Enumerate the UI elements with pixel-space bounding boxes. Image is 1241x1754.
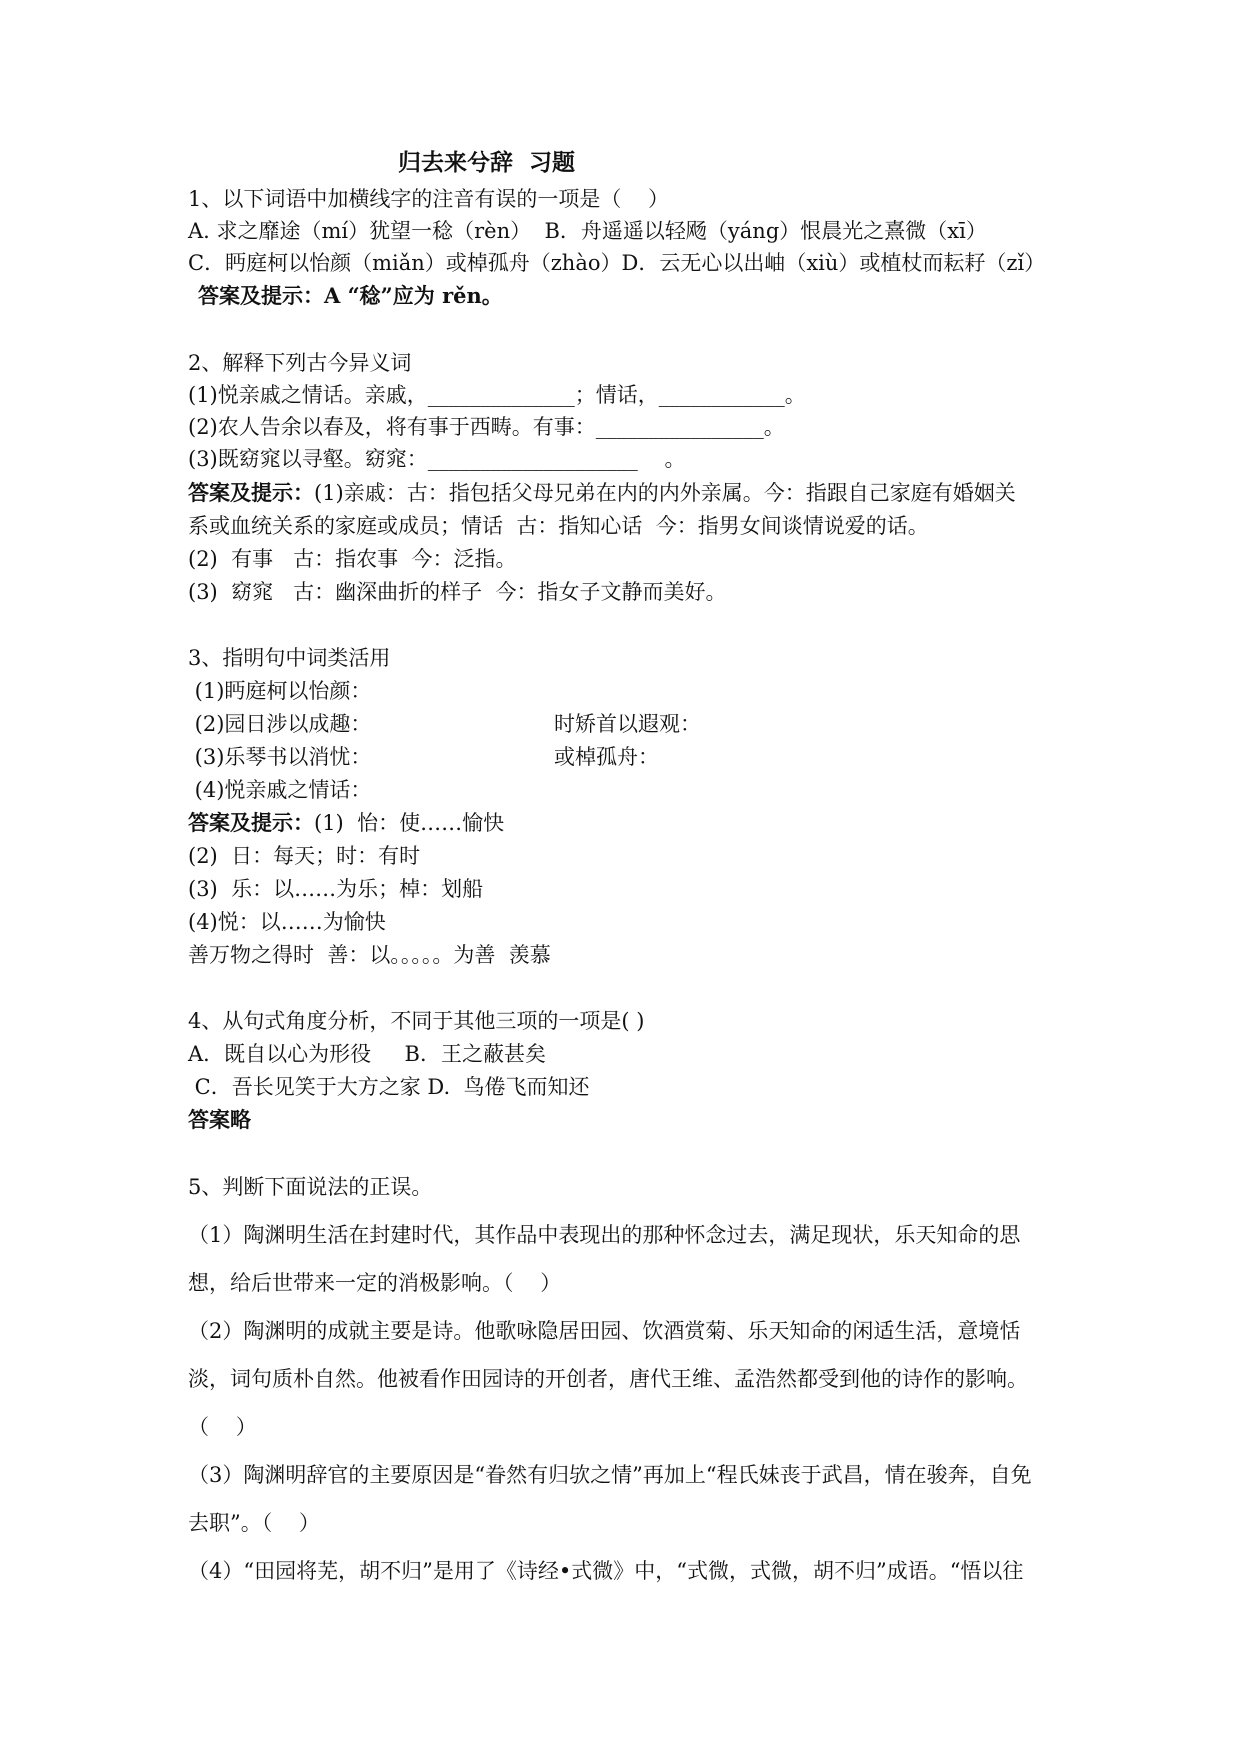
q3-answer-text-1: (1) 怡：使……愉快 bbox=[314, 811, 505, 835]
q3-answer-line-3: (3) 乐：以……为乐；棹：划船 bbox=[188, 877, 484, 901]
q5-statement-2-line-3: （ ） bbox=[188, 1415, 257, 1439]
q5-statement-3-line-2: 去职”。（ ） bbox=[188, 1511, 320, 1535]
q5-statement-2-line-2: 淡，词句质朴自然。他被看作田园诗的开创者，唐代王维、孟浩然都受到他的诗作的影响。 bbox=[188, 1367, 1028, 1391]
q1-answer: 答案及提示：A “稔”应为 rěn。 bbox=[198, 283, 503, 308]
document-title: 归去来兮辞 习题 bbox=[398, 149, 576, 176]
q2-question: 2、解释下列古今异义词 bbox=[188, 351, 412, 375]
q3-question: 3、指明句中词类活用 bbox=[188, 646, 391, 670]
q3-answer-label: 答案及提示： bbox=[188, 810, 314, 835]
q5-statement-2-line-1: （2）陶渊明的成就主要是诗。他歌咏隐居田园、饮酒赏菊、乐天知命的闲适生活，意境恬 bbox=[188, 1319, 1021, 1343]
q2-answer-label: 答案及提示： bbox=[188, 480, 314, 505]
q2-item-1: (1)悦亲戚之情话。亲戚，______________；情话，____________。 bbox=[188, 383, 806, 407]
q1-options-cd: C．眄庭柯以怡颜（miǎn）或棹孤舟（zhào）D．云无心以出岫（xiù）或植杖而耘耔（zǐ） bbox=[188, 251, 1046, 275]
q3-item-3a: (3)乐琴书以消忧： bbox=[188, 745, 372, 769]
q5-statement-3-line-1: （3）陶渊明辞官的主要原因是“眷然有归欤之情”再加上“程氏妹丧于武昌，情在骏奔，自免 bbox=[188, 1463, 1032, 1487]
q3-answer-line-1 bbox=[188, 810, 504, 836]
q5-statement-4-line-1: （4）“田园将芜，胡不归”是用了《诗经•式微》中，“式微，式微，胡不归”成语。“悟以往 bbox=[188, 1559, 1024, 1583]
q4-answer: 答案略 bbox=[188, 1107, 251, 1132]
q1-options-ab: A. 求之靡途（mí）犹望一稔（rèn） B．舟遥遥以轻飏（yáng）恨晨光之熹微（xī） bbox=[188, 219, 987, 243]
q4-options-ab: A．既自以心为形役 B．王之蔽甚矣 bbox=[188, 1042, 546, 1066]
q3-item-2a: (2)园日涉以成趣： bbox=[188, 712, 372, 736]
q3-item-1: (1)眄庭柯以怡颜： bbox=[188, 679, 372, 703]
q3-answer-line-4: (4)悦：以……为愉快 bbox=[188, 910, 386, 934]
q5-statement-1-line-1: （1）陶渊明生活在封建时代，其作品中表现出的那种怀念过去，满足现状，乐天知命的思 bbox=[188, 1223, 1021, 1247]
q5-question: 5、判断下面说法的正误。 bbox=[188, 1175, 433, 1199]
q2-answer-line-3: (2) 有事 古：指农事 今：泛指。 bbox=[188, 547, 517, 571]
q4-question: 4、从句式角度分析，不同于其他三项的一项是( ) bbox=[188, 1009, 645, 1033]
q1-question: 1、以下词语中加横线字的注音有误的一项是（ ） bbox=[188, 187, 670, 211]
q3-item-3b: 或棹孤舟： bbox=[554, 745, 659, 769]
q2-answer-line-4: (3) 窈窕 古：幽深曲折的样子 今：指女子文静而美好。 bbox=[188, 580, 727, 604]
q5-statement-1-line-2: 想，给后世带来一定的消极影响。（ ） bbox=[188, 1271, 562, 1295]
q2-answer-line-1 bbox=[188, 480, 1016, 506]
q2-item-3: (3)既窈窕以寻壑。窈窕：____________________ 。 bbox=[188, 447, 686, 471]
q2-answer-text-1: (1)亲戚：古：指包括父母兄弟在内的内外亲属。今：指跟自己家庭有婚姻关 bbox=[314, 481, 1016, 505]
q3-item-2b: 时矫首以遐观： bbox=[554, 712, 701, 736]
q3-answer-line-5: 善万物之得时 善：以。。。。。为善 羡慕 bbox=[188, 943, 551, 967]
q2-item-2: (2)农人告余以春及，将有事于西畴。有事：________________。 bbox=[188, 415, 785, 439]
q4-options-cd: C．吾长见笑于大方之家 D. 鸟倦飞而知还 bbox=[188, 1075, 590, 1099]
q3-item-4: (4)悦亲戚之情话： bbox=[188, 778, 372, 802]
q2-answer-line-2: 系或血统关系的家庭或成员；情话 古：指知心话 今：指男女间谈情说爱的话。 bbox=[188, 514, 929, 538]
q3-answer-line-2: (2) 日：每天；时：有时 bbox=[188, 844, 421, 868]
